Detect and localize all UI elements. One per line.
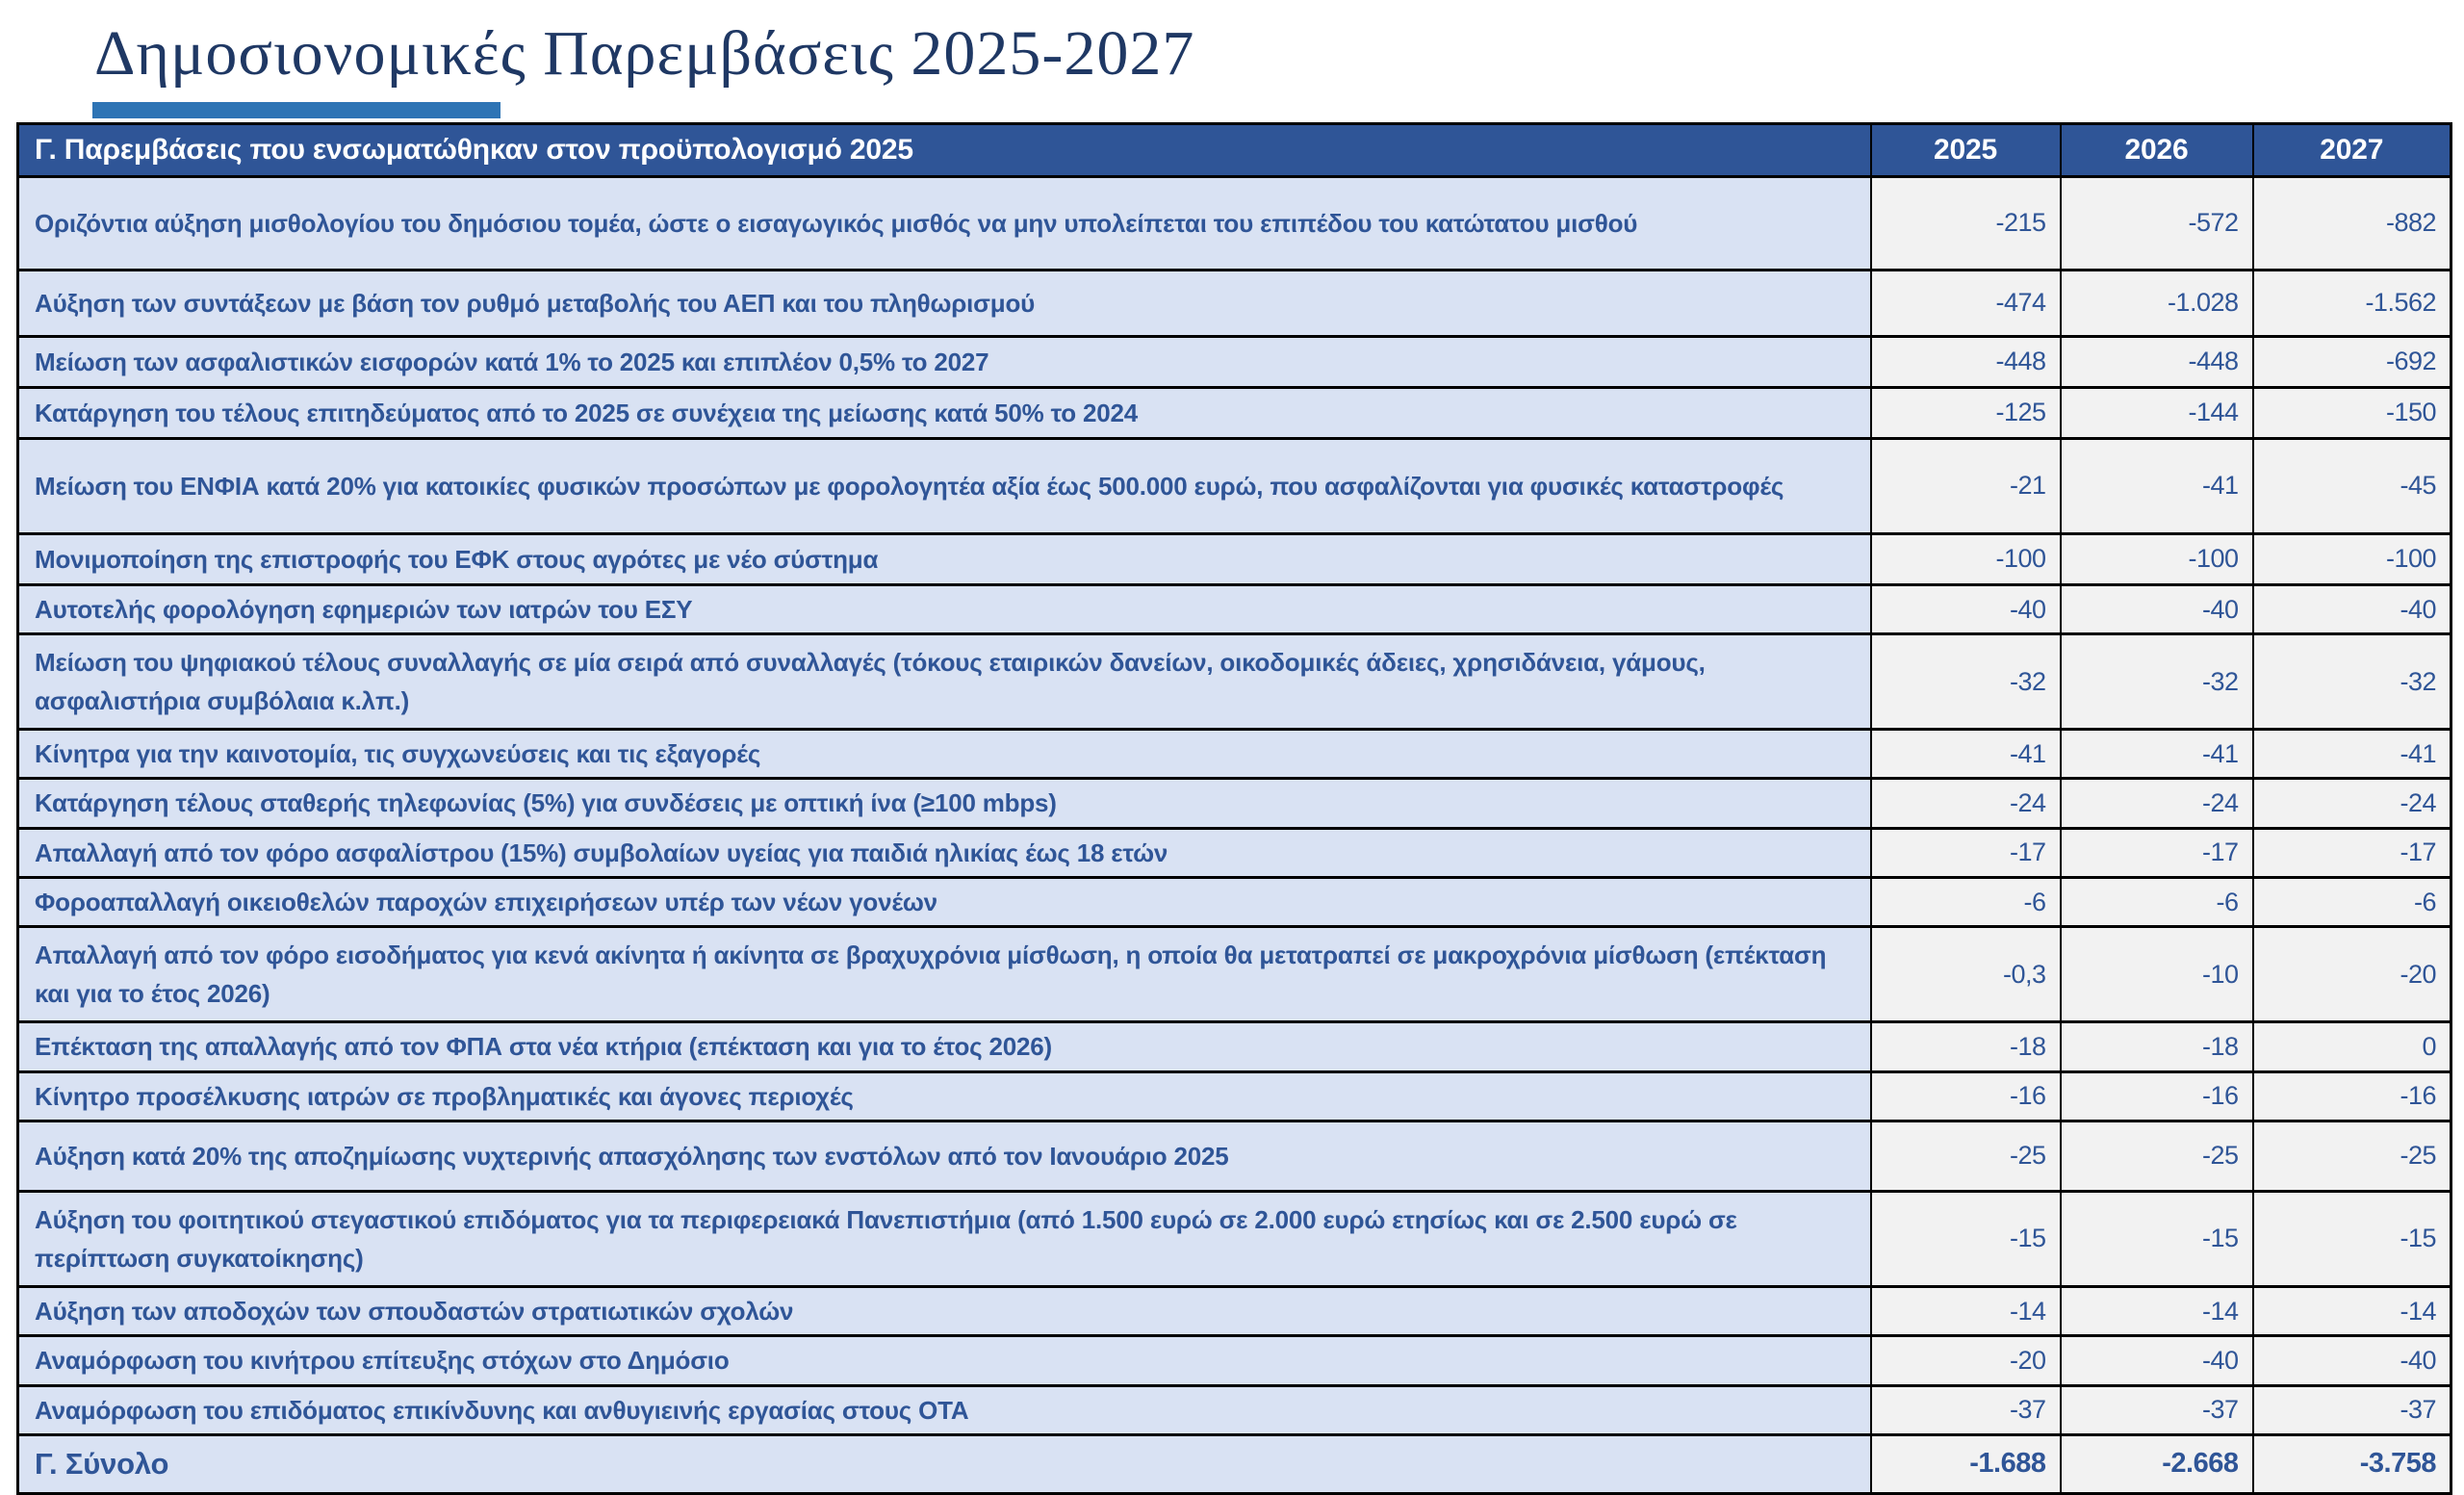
table-row bbox=[18, 1071, 2451, 1121]
table-header-year-2026: 2026 bbox=[2061, 123, 2253, 176]
total-value-2026: -2.668 bbox=[2061, 1434, 2253, 1493]
row-value-2025: -17 bbox=[1871, 828, 2061, 877]
row-label: Κατάργηση του τέλους επιτηδεύματος από το 2025 σε συνέχεια της μείωσης κατά 50% το 2024 bbox=[18, 387, 1871, 438]
table-body bbox=[18, 176, 2451, 1434]
row-value-2027: -45 bbox=[2253, 438, 2451, 533]
row-label: Κατάργηση τέλους σταθερής τηλεφωνίας (5%) για συνδέσεις με οπτική ίνα (≥100 mbps) bbox=[18, 779, 1871, 828]
row-value-2027: -14 bbox=[2253, 1286, 2451, 1335]
row-label: Αναμόρφωση του επιδόματος επικίνδυνης και ανθυγιεινής εργασίας στους ΟΤΑ bbox=[18, 1385, 1871, 1434]
row-value-2027: -20 bbox=[2253, 927, 2451, 1022]
row-label: Επέκταση της απαλλαγής από τον ΦΠΑ στα νέα κτήρια (επέκταση και για το έτος 2026) bbox=[18, 1022, 1871, 1071]
row-value-2026: -16 bbox=[2061, 1071, 2253, 1121]
row-value-2025: -32 bbox=[1871, 634, 2061, 730]
row-value-2025: -18 bbox=[1871, 1022, 2061, 1071]
row-label: Αύξηση των συντάξεων με βάση τον ρυθμό μεταβολής του ΑΕΠ και του πληθωρισμού bbox=[18, 270, 1871, 336]
table-row bbox=[18, 779, 2451, 828]
row-value-2027: -25 bbox=[2253, 1121, 2451, 1191]
table-header-row bbox=[18, 123, 2451, 176]
slide bbox=[0, 17, 2464, 1481]
row-value-2026: -24 bbox=[2061, 779, 2253, 828]
row-value-2025: -474 bbox=[1871, 270, 2061, 336]
table-row bbox=[18, 730, 2451, 779]
row-value-2025: -100 bbox=[1871, 533, 2061, 584]
row-value-2025: -24 bbox=[1871, 779, 2061, 828]
row-value-2026: -1.028 bbox=[2061, 270, 2253, 336]
row-value-2027: -6 bbox=[2253, 878, 2451, 927]
total-row bbox=[18, 1434, 2451, 1493]
row-value-2026: -17 bbox=[2061, 828, 2253, 877]
row-value-2027: -882 bbox=[2253, 176, 2451, 270]
table-header-year-2027: 2027 bbox=[2253, 123, 2451, 176]
row-label: Αναμόρφωση του κινήτρου επίτευξης στόχων στο Δημόσιο bbox=[18, 1336, 1871, 1385]
row-value-2026: -18 bbox=[2061, 1022, 2253, 1071]
table-row bbox=[18, 176, 2451, 270]
row-label: Απαλλαγή από τον φόρο εισοδήματος για κενά ακίνητα ή ακίνητα σε βραχυχρόνια μίσθωση, η οποία θα μετατραπεί σε μακροχρόνια μίσθωση (επέκταση και για το έτος 2026) bbox=[18, 927, 1871, 1022]
row-value-2027: -150 bbox=[2253, 387, 2451, 438]
row-value-2027: -16 bbox=[2253, 1071, 2451, 1121]
row-value-2026: -40 bbox=[2061, 1336, 2253, 1385]
table-row bbox=[18, 634, 2451, 730]
row-value-2026: -6 bbox=[2061, 878, 2253, 927]
table-row bbox=[18, 584, 2451, 633]
title-underline-bar bbox=[92, 102, 500, 118]
table-row bbox=[18, 336, 2451, 387]
row-value-2027: -40 bbox=[2253, 1336, 2451, 1385]
table-row bbox=[18, 1385, 2451, 1434]
row-value-2027: -1.562 bbox=[2253, 270, 2451, 336]
row-value-2025: -40 bbox=[1871, 584, 2061, 633]
row-value-2027: -32 bbox=[2253, 634, 2451, 730]
row-value-2026: -41 bbox=[2061, 730, 2253, 779]
row-value-2026: -40 bbox=[2061, 584, 2253, 633]
row-value-2027: -15 bbox=[2253, 1191, 2451, 1286]
row-value-2027: -40 bbox=[2253, 584, 2451, 633]
row-label: Κίνητρα για την καινοτομία, τις συγχωνεύσεις και τις εξαγορές bbox=[18, 730, 1871, 779]
row-value-2026: -572 bbox=[2061, 176, 2253, 270]
row-value-2026: -448 bbox=[2061, 336, 2253, 387]
row-value-2025: -6 bbox=[1871, 878, 2061, 927]
row-value-2027: -24 bbox=[2253, 779, 2451, 828]
row-label: Μείωση του ΕΝΦΙΑ κατά 20% για κατοικίες φυσικών προσώπων με φορολογητέα αξία έως 500.000 ευρώ, που ασφαλίζονται για φυσικές καταστροφές bbox=[18, 438, 1871, 533]
row-label: Μείωση του ψηφιακού τέλους συναλλαγής σε μία σειρά από συναλλαγές (τόκους εταιρικών δανείων, οικοδομικές άδειες, χρησιδάνεια, γάμους, ασφαλιστήρια συμβόλαια κ.λπ.) bbox=[18, 634, 1871, 730]
row-value-2025: -25 bbox=[1871, 1121, 2061, 1191]
total-value-2027: -3.758 bbox=[2253, 1434, 2451, 1493]
row-value-2026: -32 bbox=[2061, 634, 2253, 730]
table-row bbox=[18, 533, 2451, 584]
row-value-2027: 0 bbox=[2253, 1022, 2451, 1071]
table-row bbox=[18, 387, 2451, 438]
table-header-title: Γ. Παρεμβάσεις που ενσωματώθηκαν στον προϋπολογισμό 2025 bbox=[18, 123, 1871, 176]
row-value-2026: -25 bbox=[2061, 1121, 2253, 1191]
page-title: Δημοσιονομικές Παρεμβάσεις 2025-2027 bbox=[94, 18, 1195, 89]
row-value-2025: -15 bbox=[1871, 1191, 2061, 1286]
row-label: Κίνητρο προσέλκυσης ιατρών σε προβληματικές και άγονες περιοχές bbox=[18, 1071, 1871, 1121]
row-value-2027: -692 bbox=[2253, 336, 2451, 387]
table-row bbox=[18, 1121, 2451, 1191]
table-row bbox=[18, 270, 2451, 336]
total-value-2025: -1.688 bbox=[1871, 1434, 2061, 1493]
table-row bbox=[18, 927, 2451, 1022]
row-value-2025: -41 bbox=[1871, 730, 2061, 779]
row-value-2025: -448 bbox=[1871, 336, 2061, 387]
table-row bbox=[18, 438, 2451, 533]
row-value-2025: -37 bbox=[1871, 1385, 2061, 1434]
row-value-2025: -0,3 bbox=[1871, 927, 2061, 1022]
row-value-2026: -144 bbox=[2061, 387, 2253, 438]
row-value-2027: -17 bbox=[2253, 828, 2451, 877]
table-row bbox=[18, 1022, 2451, 1071]
row-value-2025: -20 bbox=[1871, 1336, 2061, 1385]
row-label: Αύξηση κατά 20% της αποζημίωσης νυχτερινής απασχόλησης των ενστόλων από τον Ιανουάριο 2025 bbox=[18, 1121, 1871, 1191]
row-value-2026: -14 bbox=[2061, 1286, 2253, 1335]
row-value-2025: -16 bbox=[1871, 1071, 2061, 1121]
row-value-2026: -41 bbox=[2061, 438, 2253, 533]
row-value-2027: -41 bbox=[2253, 730, 2451, 779]
table-header-year-2025: 2025 bbox=[1871, 123, 2061, 176]
total-label: Γ. Σύνολο bbox=[18, 1434, 1871, 1493]
table-row bbox=[18, 1336, 2451, 1385]
table-row bbox=[18, 828, 2451, 877]
row-value-2026: -100 bbox=[2061, 533, 2253, 584]
table-row bbox=[18, 1286, 2451, 1335]
row-value-2026: -37 bbox=[2061, 1385, 2253, 1434]
row-value-2025: -14 bbox=[1871, 1286, 2061, 1335]
row-value-2025: -125 bbox=[1871, 387, 2061, 438]
row-value-2026: -15 bbox=[2061, 1191, 2253, 1286]
row-label: Φοροαπαλλαγή οικειοθελών παροχών επιχειρήσεων υπέρ των νέων γονέων bbox=[18, 878, 1871, 927]
row-label: Απαλλαγή από τον φόρο ασφαλίστρου (15%) συμβολαίων υγείας για παιδιά ηλικίας έως 18 ετών bbox=[18, 828, 1871, 877]
row-label: Μείωση των ασφαλιστικών εισφορών κατά 1% το 2025 και επιπλέον 0,5% το 2027 bbox=[18, 336, 1871, 387]
row-label: Αύξηση του φοιτητικού στεγαστικού επιδόματος για τα περιφερειακά Πανεπιστήμια (από 1.500 ευρώ σε 2.000 ευρώ ετησίως και σε 2.500 ευρώ σε περίπτωση συγκατοίκησης) bbox=[18, 1191, 1871, 1286]
row-value-2025: -21 bbox=[1871, 438, 2061, 533]
row-label: Αυτοτελής φορολόγηση εφημεριών των ιατρών του ΕΣΥ bbox=[18, 584, 1871, 633]
fiscal-interventions-table bbox=[16, 122, 2452, 1495]
row-label: Μονιμοποίηση της επιστροφής του ΕΦΚ στους αγρότες με νέο σύστημα bbox=[18, 533, 1871, 584]
row-value-2027: -37 bbox=[2253, 1385, 2451, 1434]
row-label: Οριζόντια αύξηση μισθολογίου του δημόσιου τομέα, ώστε ο εισαγωγικός μισθός να μην υπολείπεται του επιπέδου του κατώτατου μισθού bbox=[18, 176, 1871, 270]
row-value-2025: -215 bbox=[1871, 176, 2061, 270]
table-row bbox=[18, 1191, 2451, 1286]
row-value-2026: -10 bbox=[2061, 927, 2253, 1022]
table-row bbox=[18, 878, 2451, 927]
row-value-2027: -100 bbox=[2253, 533, 2451, 584]
row-label: Αύξηση των αποδοχών των σπουδαστών στρατιωτικών σχολών bbox=[18, 1286, 1871, 1335]
